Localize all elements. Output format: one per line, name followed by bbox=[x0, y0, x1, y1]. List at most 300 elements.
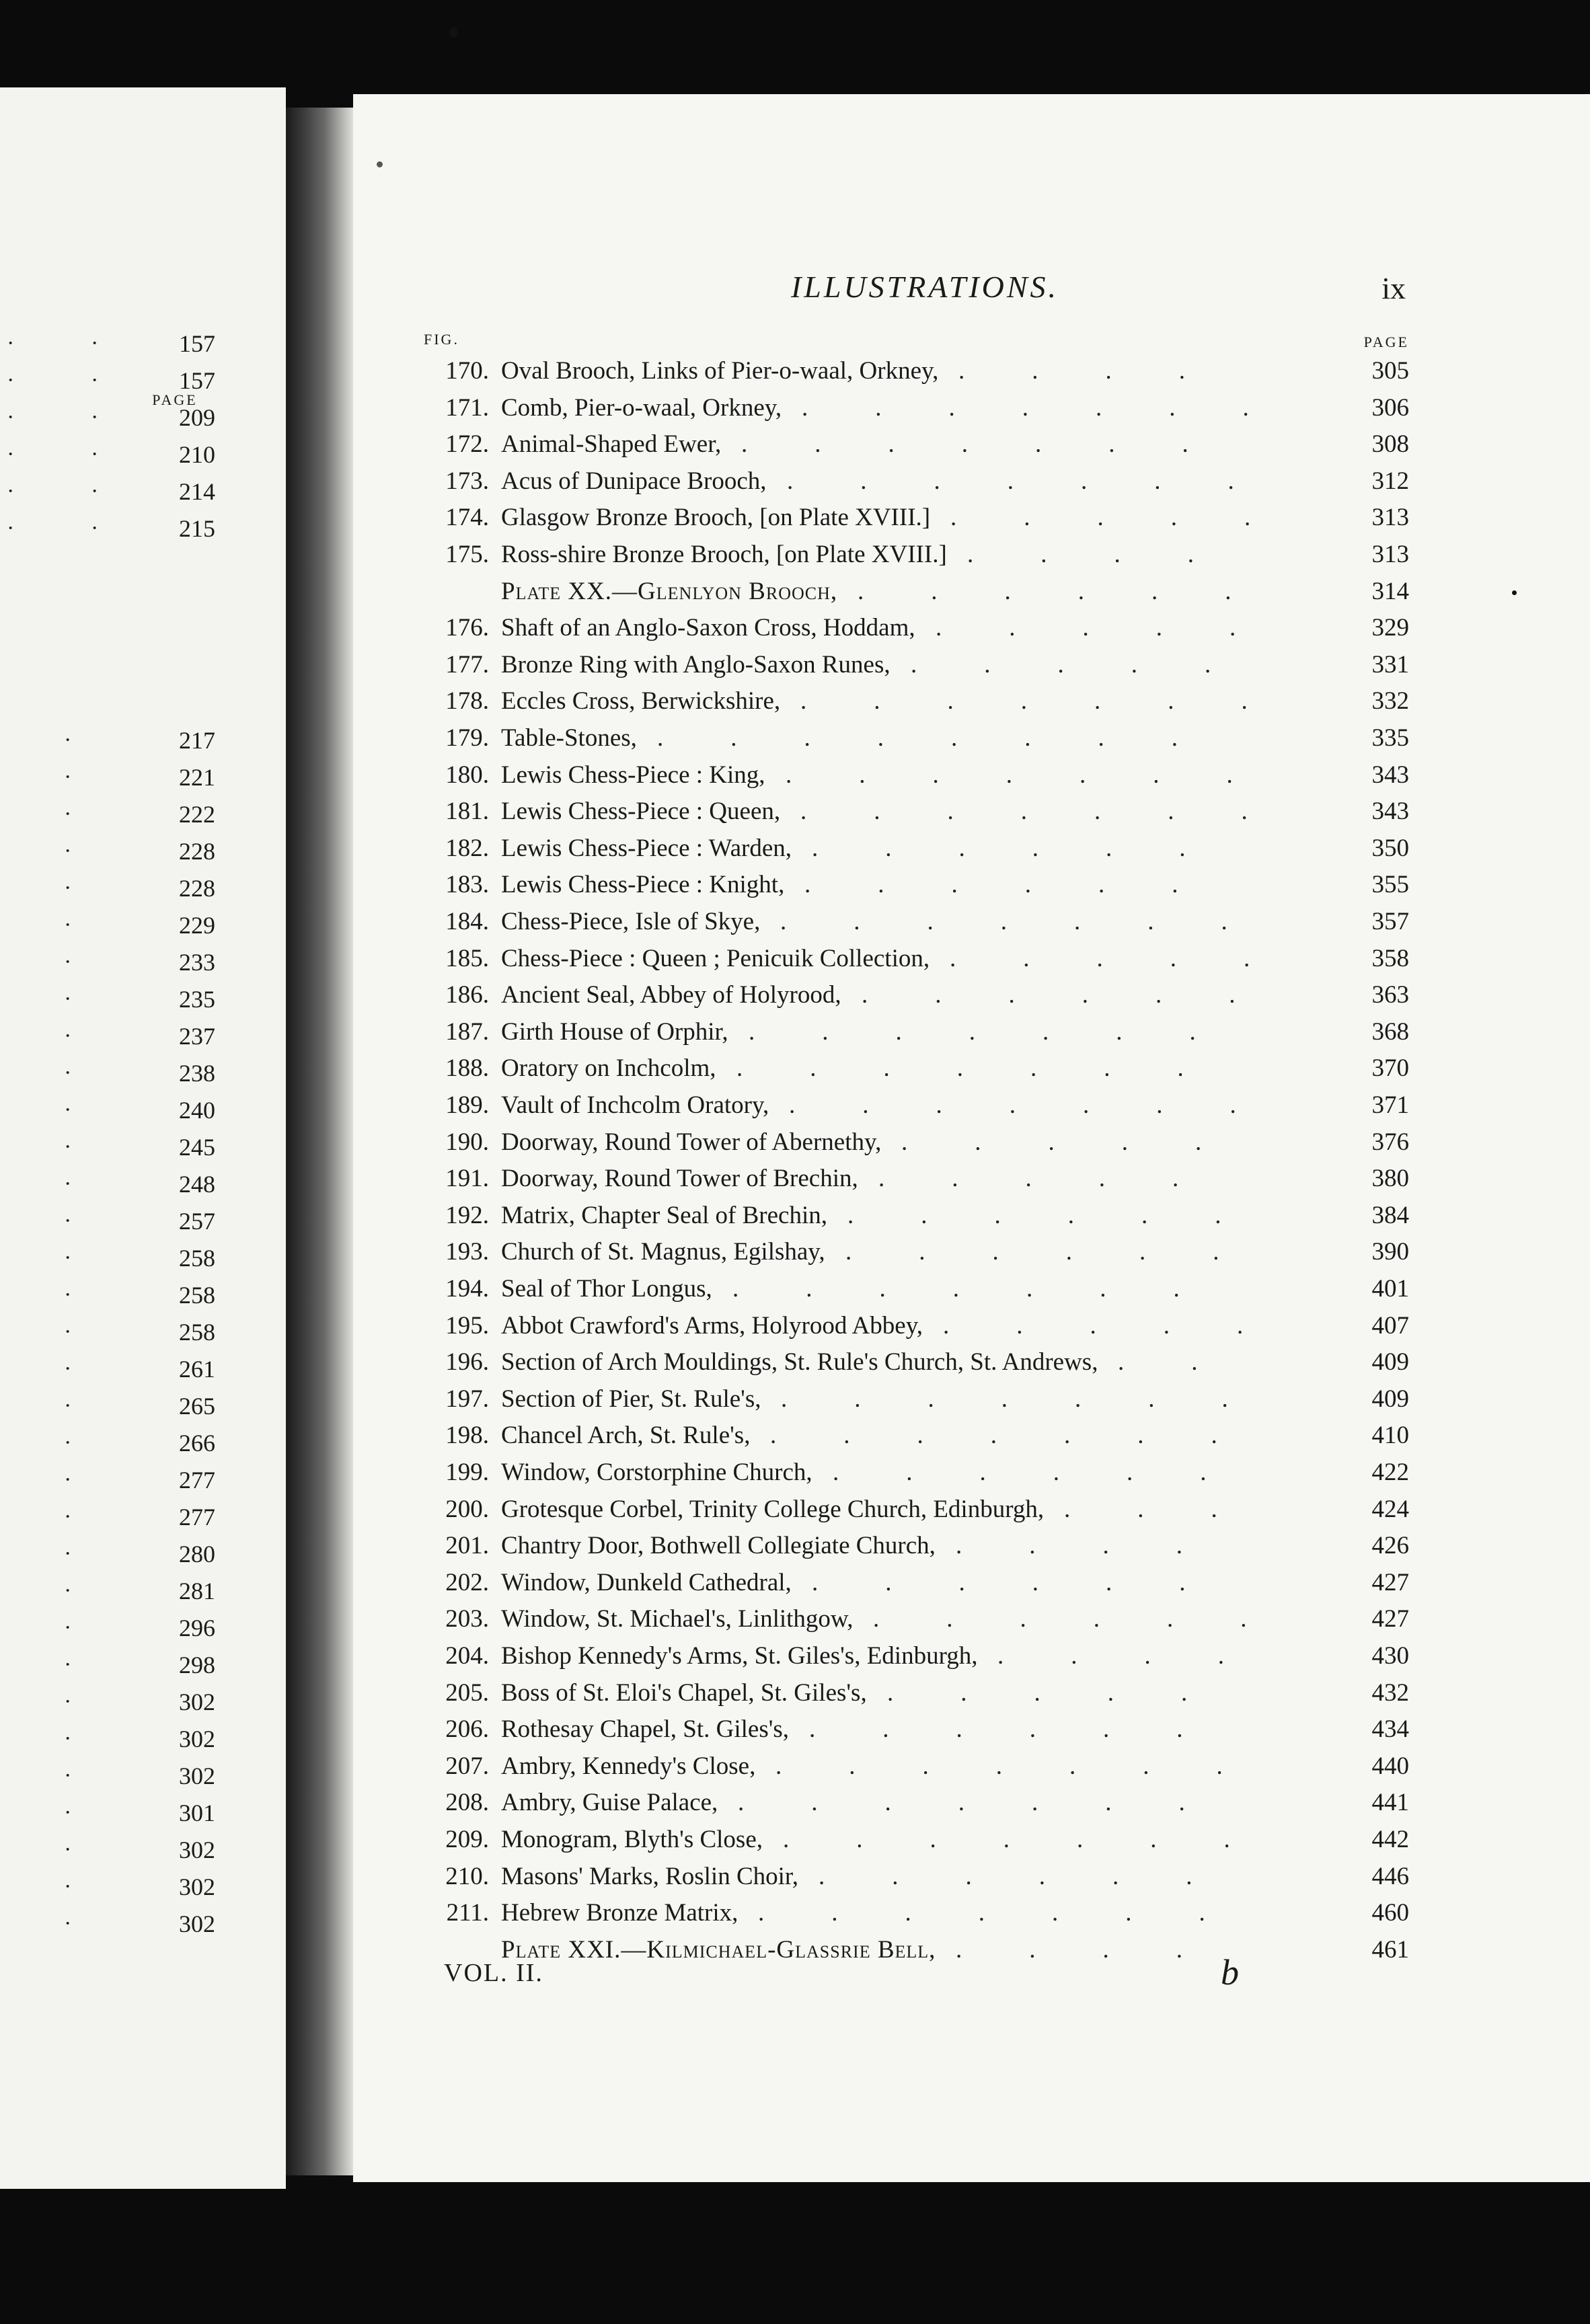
left-page-number: 277 bbox=[179, 1467, 215, 1494]
leader-dot: · bbox=[64, 839, 72, 863]
page-reference: 335 bbox=[1371, 724, 1409, 752]
figure-title: Lewis Chess-Piece : Queen, bbox=[501, 798, 781, 825]
illustration-entry bbox=[400, 1161, 1423, 1197]
dot-leader: ..... bbox=[936, 614, 1303, 642]
figure-number: 199. bbox=[445, 1459, 489, 1486]
left-page-number: 302 bbox=[179, 1689, 215, 1715]
leader-dot: · bbox=[64, 1837, 72, 1862]
illustration-entry bbox=[400, 867, 1423, 903]
figure-number: 195. bbox=[445, 1312, 489, 1340]
figure-title: Ambry, Kennedy's Close, bbox=[501, 1752, 756, 1780]
left-page-row bbox=[0, 760, 215, 795]
page-reference: 401 bbox=[1371, 1275, 1409, 1303]
leader-dot: · bbox=[7, 405, 15, 430]
left-page-row bbox=[0, 1906, 215, 1941]
illustration-entry bbox=[400, 1822, 1423, 1858]
dot-leader: ....... bbox=[780, 908, 1295, 935]
leader-dot: · bbox=[64, 1282, 72, 1307]
figure-number: 192. bbox=[445, 1202, 489, 1229]
left-page-number: 296 bbox=[179, 1615, 215, 1641]
figure-number: 176. bbox=[445, 614, 489, 642]
figure-title: Chancel Arch, St. Rule's, bbox=[501, 1422, 751, 1449]
figure-number: 209. bbox=[445, 1826, 489, 1853]
leader-dot: · bbox=[64, 1171, 72, 1196]
left-page-row bbox=[0, 1721, 215, 1756]
dot-leader: ..... bbox=[901, 1128, 1269, 1156]
dot-leader: ....... bbox=[732, 1275, 1247, 1303]
page-reference: 368 bbox=[1371, 1018, 1409, 1046]
dot-leader: ...... bbox=[862, 981, 1303, 1009]
left-page-row bbox=[0, 400, 215, 435]
figure-number: 180. bbox=[445, 761, 489, 789]
left-page-row bbox=[0, 723, 215, 758]
figure-title: Vault of Inchcolm Oratory, bbox=[501, 1091, 769, 1119]
page-reference: 329 bbox=[1371, 614, 1409, 642]
dot-leader: ...... bbox=[847, 1202, 1289, 1229]
figure-number: 171. bbox=[445, 394, 489, 422]
left-page-number: 281 bbox=[179, 1578, 215, 1604]
book-binding-gutter bbox=[286, 108, 356, 2175]
figure-title: Comb, Pier-o-waal, Orkney, bbox=[501, 394, 782, 422]
page-reference: 357 bbox=[1371, 908, 1409, 935]
leader-dot: · bbox=[64, 1726, 72, 1751]
left-page-number: 302 bbox=[179, 1910, 215, 1937]
illustration-entry bbox=[400, 1932, 1423, 1968]
left-page-row bbox=[0, 1684, 215, 1719]
illustration-entry bbox=[400, 830, 1423, 867]
illustration-entry bbox=[400, 647, 1423, 683]
illustration-entry bbox=[400, 1859, 1423, 1895]
illustration-entry bbox=[400, 1565, 1423, 1601]
left-page-number: 302 bbox=[179, 1873, 215, 1900]
figure-number: 186. bbox=[445, 981, 489, 1009]
figure-title: Section of Pier, St. Rule's, bbox=[501, 1385, 761, 1413]
left-page-number: 214 bbox=[179, 478, 215, 505]
figure-number: 184. bbox=[445, 908, 489, 935]
figure-title: Animal-Shaped Ewer, bbox=[501, 430, 722, 458]
figure-title: Chantry Door, Bothwell Collegiate Church, bbox=[501, 1532, 936, 1559]
left-page-number: 157 bbox=[179, 330, 215, 357]
illustration-entry bbox=[400, 1418, 1423, 1454]
left-page-number: 298 bbox=[179, 1652, 215, 1678]
left-page-number: 228 bbox=[179, 875, 215, 902]
ink-speck bbox=[449, 27, 457, 38]
dot-leader: ...... bbox=[819, 1863, 1260, 1890]
leader-dot: · bbox=[7, 368, 15, 393]
figure-number: 183. bbox=[445, 871, 489, 898]
figure-number: 203. bbox=[445, 1605, 489, 1633]
illustration-entry bbox=[400, 1638, 1423, 1674]
left-page-row bbox=[0, 908, 215, 943]
dot-leader: ..... bbox=[950, 504, 1318, 531]
left-page-row bbox=[0, 1130, 215, 1165]
leader-dot: · bbox=[64, 1874, 72, 1899]
figure-number: 200. bbox=[445, 1496, 489, 1523]
page-reference: 306 bbox=[1371, 394, 1409, 422]
left-page-row bbox=[0, 474, 215, 509]
left-page-number: 245 bbox=[179, 1134, 215, 1161]
illustration-entry bbox=[400, 1455, 1423, 1491]
leader-dot: · bbox=[64, 1208, 72, 1233]
figure-title: Bishop Kennedy's Arms, St. Giles's, Edinburgh, bbox=[501, 1642, 978, 1670]
left-page-number: 257 bbox=[179, 1208, 215, 1235]
left-page-column-label: PAGE bbox=[152, 391, 198, 408]
illustration-entry bbox=[400, 941, 1423, 977]
left-page-number: 235 bbox=[179, 986, 215, 1013]
left-page-row bbox=[0, 1795, 215, 1830]
leader-dot: · bbox=[64, 1245, 72, 1270]
dot-leader: ....... bbox=[789, 1091, 1303, 1119]
dot-leader: ...... bbox=[858, 578, 1299, 605]
leader-dot: · bbox=[91, 442, 99, 467]
illustration-entry bbox=[400, 1675, 1423, 1711]
illustration-entry bbox=[400, 390, 1423, 426]
left-page-number: 280 bbox=[179, 1541, 215, 1567]
leader-dot: · bbox=[7, 442, 15, 467]
illustration-entry bbox=[400, 904, 1423, 940]
illustration-entry bbox=[400, 500, 1423, 536]
figure-number: 173. bbox=[445, 467, 489, 495]
left-page-number: 238 bbox=[179, 1060, 215, 1087]
plate-title: Plate XX.—Glenlyon Brooch, bbox=[501, 578, 838, 605]
left-page-number: 302 bbox=[179, 1726, 215, 1752]
left-page-row bbox=[0, 834, 215, 869]
figure-number: 202. bbox=[445, 1569, 489, 1596]
leader-dot: · bbox=[64, 1393, 72, 1418]
left-page-number: 266 bbox=[179, 1430, 215, 1457]
figure-number: 207. bbox=[445, 1752, 489, 1780]
figure-number: 191. bbox=[445, 1165, 489, 1192]
figure-number: 194. bbox=[445, 1275, 489, 1303]
page-reference: 434 bbox=[1371, 1715, 1409, 1743]
figure-title: Lewis Chess-Piece : Knight, bbox=[501, 871, 785, 898]
figure-number: 197. bbox=[445, 1385, 489, 1413]
figure-title: Chess-Piece, Isle of Skye, bbox=[501, 908, 761, 935]
dot-leader: ...... bbox=[812, 835, 1253, 862]
figure-number: 211. bbox=[446, 1899, 489, 1927]
dot-leader: ..... bbox=[943, 1312, 1311, 1340]
figure-number: 172. bbox=[445, 430, 489, 458]
left-page-row bbox=[0, 363, 215, 398]
dot-leader: ....... bbox=[786, 761, 1300, 789]
left-page-number: 261 bbox=[179, 1356, 215, 1383]
page-reference: 441 bbox=[1371, 1789, 1409, 1816]
page-reference: 432 bbox=[1371, 1679, 1409, 1707]
dot-leader: ... bbox=[1064, 1496, 1285, 1523]
left-page-number: 258 bbox=[179, 1282, 215, 1309]
ink-speck bbox=[1512, 590, 1517, 595]
illustration-entry bbox=[400, 1601, 1423, 1637]
dot-leader: .... bbox=[997, 1642, 1291, 1670]
leader-dot: · bbox=[64, 986, 72, 1011]
leader-dot: · bbox=[7, 516, 15, 541]
dot-leader: ....... bbox=[736, 1054, 1251, 1082]
page-reference: 350 bbox=[1371, 835, 1409, 862]
left-page-row bbox=[0, 797, 215, 832]
dot-leader: ....... bbox=[775, 1752, 1290, 1780]
figure-title: Seal of Thor Longus, bbox=[501, 1275, 712, 1303]
dot-leader: ...... bbox=[833, 1459, 1274, 1486]
dot-leader: ...... bbox=[809, 1715, 1250, 1743]
page-reference: 461 bbox=[1371, 1936, 1409, 1964]
page-column-label: PAGE bbox=[1363, 334, 1409, 350]
figure-title: Girth House of Orphir, bbox=[501, 1018, 728, 1046]
figure-title: Matrix, Chapter Seal of Brechin, bbox=[501, 1202, 827, 1229]
figure-title: Hebrew Bronze Matrix, bbox=[501, 1899, 739, 1927]
page-reference: 312 bbox=[1371, 467, 1409, 495]
figure-title: Lewis Chess-Piece : Warden, bbox=[501, 835, 792, 862]
illustration-entry bbox=[400, 1308, 1423, 1344]
figure-number: 198. bbox=[445, 1422, 489, 1449]
page-reference: 358 bbox=[1371, 945, 1409, 972]
leader-dot: · bbox=[64, 950, 72, 974]
illustration-entry bbox=[400, 426, 1423, 463]
figure-title: Doorway, Round Tower of Abernethy, bbox=[501, 1128, 882, 1156]
leader-dot: · bbox=[64, 876, 72, 900]
page-reference: 390 bbox=[1371, 1238, 1409, 1266]
figure-title: Chess-Piece : Queen ; Penicuik Collection, bbox=[501, 945, 930, 972]
figure-title: Eccles Cross, Berwickshire, bbox=[501, 687, 781, 715]
dot-leader: ..... bbox=[950, 945, 1318, 972]
figure-number: 190. bbox=[445, 1128, 489, 1156]
dot-leader: ....... bbox=[741, 430, 1256, 458]
figure-title: Ambry, Guise Palace, bbox=[501, 1789, 718, 1816]
ink-speck bbox=[377, 161, 383, 167]
left-page-row bbox=[0, 1574, 215, 1609]
left-page-row bbox=[0, 437, 215, 472]
illustrations-page bbox=[353, 94, 1590, 2182]
figure-title: Shaft of an Anglo-Saxon Cross, Hoddam, bbox=[501, 614, 915, 642]
leader-dot: · bbox=[64, 913, 72, 937]
illustration-entry bbox=[400, 793, 1423, 830]
figure-title: Oratory on Inchcolm, bbox=[501, 1054, 716, 1082]
dot-leader: ....... bbox=[781, 1385, 1295, 1413]
plate-title: Plate XXI.—Kilmichael-Glassrie Bell, bbox=[501, 1936, 936, 1964]
left-page-row bbox=[0, 1463, 215, 1498]
leader-dot: · bbox=[7, 479, 15, 504]
leader-dot: · bbox=[64, 1430, 72, 1455]
illustration-entry bbox=[400, 1492, 1423, 1528]
illustration-entry bbox=[400, 1528, 1423, 1564]
dot-leader: ...... bbox=[873, 1605, 1314, 1633]
figure-number: 185. bbox=[445, 945, 489, 972]
illustration-entry bbox=[400, 1124, 1423, 1161]
page-reference: 384 bbox=[1371, 1202, 1409, 1229]
leader-dot: · bbox=[91, 405, 99, 430]
dot-leader: ..... bbox=[887, 1679, 1255, 1707]
dot-leader: ....... bbox=[802, 394, 1316, 422]
leader-dot: · bbox=[64, 1356, 72, 1381]
figure-number: 201. bbox=[445, 1532, 489, 1559]
left-page-number: 228 bbox=[179, 838, 215, 865]
dot-leader: ..... bbox=[911, 651, 1279, 679]
page-title: ILLUSTRATIONS. bbox=[790, 270, 1059, 304]
page-reference: 424 bbox=[1371, 1496, 1409, 1523]
figure-title: Lewis Chess-Piece : King, bbox=[501, 761, 765, 789]
leader-dot: · bbox=[64, 1097, 72, 1122]
leader-dot: · bbox=[64, 765, 72, 789]
previous-page-fragment bbox=[0, 87, 286, 2189]
page-reference: 430 bbox=[1371, 1642, 1409, 1670]
leader-dot: · bbox=[91, 368, 99, 393]
illustration-entry bbox=[400, 1748, 1423, 1785]
page-reference: 313 bbox=[1371, 541, 1409, 568]
page-reference: 313 bbox=[1371, 504, 1409, 531]
figure-number: 204. bbox=[445, 1642, 489, 1670]
left-page-row bbox=[0, 1758, 215, 1793]
page-reference: 371 bbox=[1371, 1091, 1409, 1119]
left-page-row bbox=[0, 1352, 215, 1387]
left-page-row bbox=[0, 1241, 215, 1276]
left-page-row bbox=[0, 1093, 215, 1128]
illustration-entry bbox=[400, 537, 1423, 573]
leader-dot: · bbox=[64, 1467, 72, 1492]
figure-number: 170. bbox=[445, 357, 489, 385]
illustration-entry bbox=[400, 574, 1423, 610]
left-page-number: 217 bbox=[179, 727, 215, 754]
figure-number: 196. bbox=[445, 1348, 489, 1376]
leader-dot: · bbox=[64, 1911, 72, 1936]
left-page-number: 221 bbox=[179, 764, 215, 791]
page-reference: 460 bbox=[1371, 1899, 1409, 1927]
left-page-number: 209 bbox=[179, 404, 215, 431]
left-page-number: 237 bbox=[179, 1023, 215, 1050]
left-page-row bbox=[0, 1426, 215, 1461]
left-page-number: 157 bbox=[179, 367, 215, 394]
figure-number: 205. bbox=[445, 1679, 489, 1707]
figure-number: 189. bbox=[445, 1091, 489, 1119]
figure-title: Monogram, Blyth's Close, bbox=[501, 1826, 763, 1853]
dot-leader: ....... bbox=[758, 1899, 1273, 1927]
leader-dot: · bbox=[91, 479, 99, 504]
page-reference: 355 bbox=[1371, 871, 1409, 898]
volume-label: VOL. II. bbox=[444, 1959, 543, 1987]
left-page-number: 222 bbox=[179, 801, 215, 828]
dot-leader: ....... bbox=[783, 1826, 1297, 1853]
figure-title: Ancient Seal, Abbey of Holyrood, bbox=[501, 981, 841, 1009]
leader-dot: · bbox=[91, 331, 99, 356]
leader-dot: · bbox=[64, 1689, 72, 1714]
illustration-entry bbox=[400, 757, 1423, 793]
figure-number: 210. bbox=[445, 1863, 489, 1890]
dot-leader: ...... bbox=[804, 871, 1246, 898]
page-reference: 343 bbox=[1371, 761, 1409, 789]
page-reference: 314 bbox=[1371, 578, 1409, 605]
dot-leader: ........ bbox=[657, 724, 1245, 752]
left-page-number: 210 bbox=[179, 441, 215, 468]
page-reference: 446 bbox=[1371, 1863, 1409, 1890]
leader-dot: · bbox=[64, 1504, 72, 1529]
figure-number: 175. bbox=[445, 541, 489, 568]
figure-number: 208. bbox=[445, 1789, 489, 1816]
dot-leader: .... bbox=[956, 1936, 1250, 1964]
page-reference: 407 bbox=[1371, 1312, 1409, 1340]
page-reference: 343 bbox=[1371, 798, 1409, 825]
page-reference: 376 bbox=[1371, 1128, 1409, 1156]
page-reference: 440 bbox=[1371, 1752, 1409, 1780]
left-page-number: 302 bbox=[179, 1763, 215, 1789]
left-page-row bbox=[0, 1648, 215, 1682]
left-page-row bbox=[0, 871, 215, 906]
left-page-row bbox=[0, 1278, 215, 1313]
page-reference: 380 bbox=[1371, 1165, 1409, 1192]
illustration-entry bbox=[400, 1785, 1423, 1821]
figure-number: 206. bbox=[445, 1715, 489, 1743]
figure-title: Ross-shire Bronze Brooch, [on Plate XVIII.] bbox=[501, 541, 947, 568]
illustration-entry bbox=[400, 1344, 1423, 1381]
left-page-row bbox=[0, 1389, 215, 1424]
dot-leader: ....... bbox=[770, 1422, 1285, 1449]
leader-dot: · bbox=[64, 1319, 72, 1344]
left-page-row bbox=[0, 1056, 215, 1091]
left-page-row bbox=[0, 326, 215, 361]
left-page-row bbox=[0, 1204, 215, 1239]
figure-title: Rothesay Chapel, St. Giles's, bbox=[501, 1715, 790, 1743]
leader-dot: · bbox=[91, 516, 99, 541]
figure-number: 177. bbox=[445, 651, 489, 679]
left-page-row bbox=[0, 982, 215, 1017]
dot-leader: .... bbox=[967, 541, 1261, 568]
illustration-entry bbox=[400, 683, 1423, 720]
figure-title: Acus of Dunipace Brooch, bbox=[501, 467, 767, 495]
left-page-number: 215 bbox=[179, 515, 215, 542]
illustration-entry bbox=[400, 1234, 1423, 1270]
figure-number: 178. bbox=[445, 687, 489, 715]
illustration-entry bbox=[400, 720, 1423, 757]
leader-dot: · bbox=[64, 1578, 72, 1603]
figure-number: 187. bbox=[445, 1018, 489, 1046]
leader-dot: · bbox=[64, 1060, 72, 1085]
dot-leader: .. bbox=[1118, 1348, 1265, 1376]
leader-dot: · bbox=[64, 1652, 72, 1677]
figure-title: Church of St. Magnus, Egilshay, bbox=[501, 1238, 825, 1266]
left-page-row bbox=[0, 945, 215, 980]
left-page-number: 229 bbox=[179, 912, 215, 939]
left-page-row bbox=[0, 1869, 215, 1904]
page-reference: 409 bbox=[1371, 1348, 1409, 1376]
figure-number: 188. bbox=[445, 1054, 489, 1082]
leader-dot: · bbox=[64, 802, 72, 826]
dot-leader: ..... bbox=[878, 1165, 1246, 1192]
page-reference: 409 bbox=[1371, 1385, 1409, 1413]
page-reference: 308 bbox=[1371, 430, 1409, 458]
figure-title: Table-Stones, bbox=[501, 724, 637, 752]
figure-title: Window, Dunkeld Cathedral, bbox=[501, 1569, 792, 1596]
dot-leader: ....... bbox=[738, 1789, 1252, 1816]
left-page-row bbox=[0, 1019, 215, 1054]
figure-title: Doorway, Round Tower of Brechin, bbox=[501, 1165, 858, 1192]
left-page-number: 301 bbox=[179, 1799, 215, 1826]
left-page-number: 233 bbox=[179, 949, 215, 976]
figure-title: Window, St. Michael's, Linlithgow, bbox=[501, 1605, 854, 1633]
left-page-number: 248 bbox=[179, 1171, 215, 1198]
page-reference: 442 bbox=[1371, 1826, 1409, 1853]
page-reference: 305 bbox=[1371, 357, 1409, 385]
page-reference: 370 bbox=[1371, 1054, 1409, 1082]
leader-dot: · bbox=[64, 1023, 72, 1048]
left-page-row bbox=[0, 1315, 215, 1350]
leader-dot: · bbox=[64, 1615, 72, 1640]
illustration-entry bbox=[400, 1087, 1423, 1124]
figure-title: Window, Corstorphine Church, bbox=[501, 1459, 812, 1486]
dot-leader: ....... bbox=[800, 798, 1315, 825]
figure-title: Grotesque Corbel, Trinity College Church, Edinburgh, bbox=[501, 1496, 1045, 1523]
page-reference: 410 bbox=[1371, 1422, 1409, 1449]
leader-dot: · bbox=[64, 1800, 72, 1825]
dot-leader: ....... bbox=[787, 467, 1301, 495]
page-reference: 332 bbox=[1371, 687, 1409, 715]
dot-leader: ...... bbox=[812, 1569, 1253, 1596]
